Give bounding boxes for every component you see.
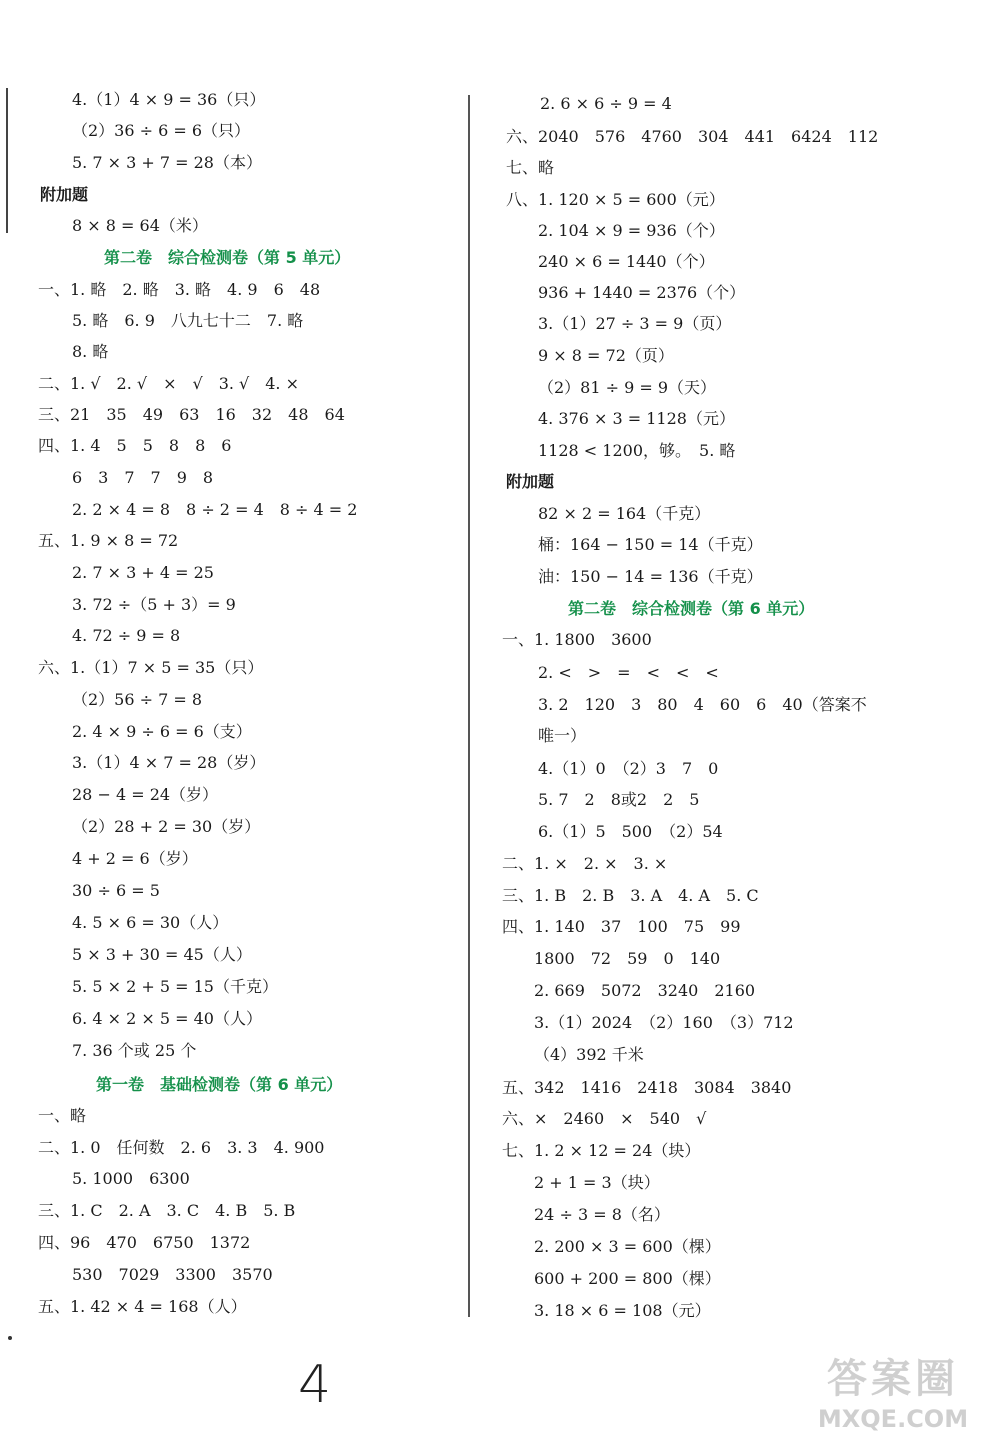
answer-line: 三、21 35 49 63 16 32 48 64 (38, 405, 345, 424)
answer-line: 一、1. 略 2. 略 3. 略 4. 9 6 48 (38, 280, 321, 299)
answer-line: 七、略 (506, 158, 555, 177)
answer-line: 28 − 4 = 24（岁） (72, 785, 219, 804)
answer-line: 4 + 2 = 6（岁） (72, 849, 198, 868)
answer-line: 六、2040 576 4760 304 441 6424 112 (506, 127, 879, 146)
answer-line: 2. 104 × 9 = 936（个） (538, 221, 725, 240)
answer-line: 4. 376 × 3 = 1128（元） (538, 409, 735, 428)
answer-line: 2. < > = < < < (538, 663, 719, 682)
answer-line: 4.（1）0 （2）3 7 0 (538, 759, 719, 778)
answer-line: 9 × 8 = 72（页） (538, 346, 674, 365)
answer-line: （2）56 ÷ 7 = 8 (72, 690, 203, 709)
answer-line: 30 ÷ 6 = 5 (72, 881, 160, 900)
answer-line: 二、1. × 2. × 3. × (502, 854, 668, 873)
answer-line: 6. 4 × 2 × 5 = 40（人） (72, 1009, 262, 1028)
answer-line: 6.（1）5 500 （2）54 (538, 822, 723, 841)
answer-line: 1128 < 1200，够。 5. 略 (538, 441, 736, 460)
answer-line: （2）81 ÷ 9 = 9（天） (538, 378, 717, 397)
answer-line: 6 3 7 7 9 8 (72, 468, 214, 487)
column-divider (468, 95, 470, 1317)
section-heading: 第一卷 基础检测卷（第 6 单元） (96, 1075, 343, 1094)
answer-line: 530 7029 3300 3570 (72, 1265, 273, 1284)
answer-line: 五、342 1416 2418 3084 3840 (502, 1078, 792, 1097)
answer-line: 桶：164 − 150 = 14（千克） (538, 535, 763, 554)
answer-line: 8. 略 (72, 342, 109, 361)
answer-line: 唯一） (538, 726, 587, 745)
answer-line: 2. 4 × 9 ÷ 6 = 6（支） (72, 722, 252, 741)
answer-line: 六、× 2460 × 540 √ (502, 1109, 707, 1128)
answer-line: 3.（1）27 ÷ 3 = 9（页） (538, 314, 732, 333)
answer-line: 8 × 8 = 64（米） (72, 216, 208, 235)
answer-line: 二、1. √ 2. √ × √ 3. √ 4. × (38, 374, 300, 393)
answer-line: 3.（1）2024 （2）160 （3）712 (534, 1013, 794, 1032)
answer-line: 1800 72 59 0 140 (534, 949, 721, 968)
answer-line: 5. 7 2 8或2 2 5 (538, 790, 700, 809)
answer-line: 四、1. 140 37 100 75 99 (502, 917, 741, 936)
answer-line: 3. 72 ÷（5 + 3）= 9 (72, 595, 236, 614)
left-margin-rule (6, 88, 8, 233)
answer-line: 5. 5 × 2 + 5 = 15（千克） (72, 977, 278, 996)
answer-line: 2. 6 × 6 ÷ 9 = 4 (540, 94, 672, 113)
answer-line: （2）36 ÷ 6 = 6（只） (72, 121, 251, 140)
answer-line: 4.（1）4 × 9 = 36（只） (72, 90, 266, 109)
answer-line: 5. 1000 6300 (72, 1169, 190, 1188)
section-heading: 第二卷 综合检测卷（第 5 单元） (104, 248, 351, 267)
answer-line: 82 × 2 = 164（千克） (538, 504, 711, 523)
answer-line: 2. 2 × 4 = 8 8 ÷ 2 = 4 8 ÷ 4 = 2 (72, 500, 358, 519)
answer-line: 三、1. B 2. B 3. A 4. A 5. C (502, 886, 759, 905)
answer-line: 一、略 (38, 1106, 87, 1125)
section-heading: 第二卷 综合检测卷（第 6 单元） (568, 599, 815, 618)
page-number: 4 (298, 1355, 332, 1415)
answer-line: 一、1. 1800 3600 (502, 630, 652, 649)
answer-line: 3.（1）4 × 7 = 28（岁） (72, 753, 266, 772)
answer-line: 四、96 470 6750 1372 (38, 1233, 251, 1252)
answer-line: 3. 2 120 3 80 4 60 6 40（答案不 (538, 695, 867, 714)
section-label: 附加题 (40, 185, 89, 204)
answer-line: 2 + 1 = 3（块） (534, 1173, 660, 1192)
watermark-logo-text: 答案圈 (827, 1356, 959, 1402)
answer-line: 2. 200 × 3 = 600（棵） (534, 1237, 721, 1256)
answer-line: 五、1. 9 × 8 = 72 (38, 531, 179, 550)
answer-line: 7. 36 个或 25 个 (72, 1041, 197, 1060)
answer-line: 3. 18 × 6 = 108（元） (534, 1301, 711, 1320)
answer-line: 4. 5 × 6 = 30（人） (72, 913, 229, 932)
section-label: 附加题 (506, 472, 555, 491)
answer-line: 三、1. C 2. A 3. C 4. B 5. B (38, 1201, 296, 1220)
answer-line: 4. 72 ÷ 9 = 8 (72, 626, 181, 645)
answer-line: 5. 7 × 3 + 7 = 28（本） (72, 153, 262, 172)
stray-dot (8, 1336, 12, 1340)
answer-line: 240 × 6 = 1440（个） (538, 252, 715, 271)
answer-line: 六、1.（1）7 × 5 = 35（只） (38, 658, 264, 677)
watermark-logo (798, 1354, 988, 1434)
answer-line: （4）392 千米 (534, 1045, 644, 1064)
answer-line: 5 × 3 + 30 = 45（人） (72, 945, 252, 964)
answer-line: 五、1. 42 × 4 = 168（人） (38, 1297, 247, 1316)
answer-line: 四、1. 4 5 5 8 8 6 (38, 436, 232, 455)
answer-line: 2. 669 5072 3240 2160 (534, 981, 756, 1000)
answer-line: 600 + 200 = 800（棵） (534, 1269, 721, 1288)
answer-line: 5. 略 6. 9 八九七十二 7. 略 (72, 311, 304, 330)
answer-line: 油：150 − 14 = 136（千克） (538, 567, 763, 586)
answer-line: 24 ÷ 3 = 8（名） (534, 1205, 670, 1224)
answer-line: 2. 7 × 3 + 4 = 25 (72, 563, 214, 582)
answer-line: 七、1. 2 × 12 = 24（块） (502, 1141, 701, 1160)
answer-line: （2）28 + 2 = 30（岁） (72, 817, 261, 836)
answer-line: 八、1. 120 × 5 = 600（元） (506, 190, 725, 209)
answer-line: 936 + 1440 = 2376（个） (538, 283, 746, 302)
answer-line: 二、1. 0 任何数 2. 6 3. 3 4. 900 (38, 1138, 325, 1157)
watermark-url: MXQE.COM (817, 1405, 969, 1433)
